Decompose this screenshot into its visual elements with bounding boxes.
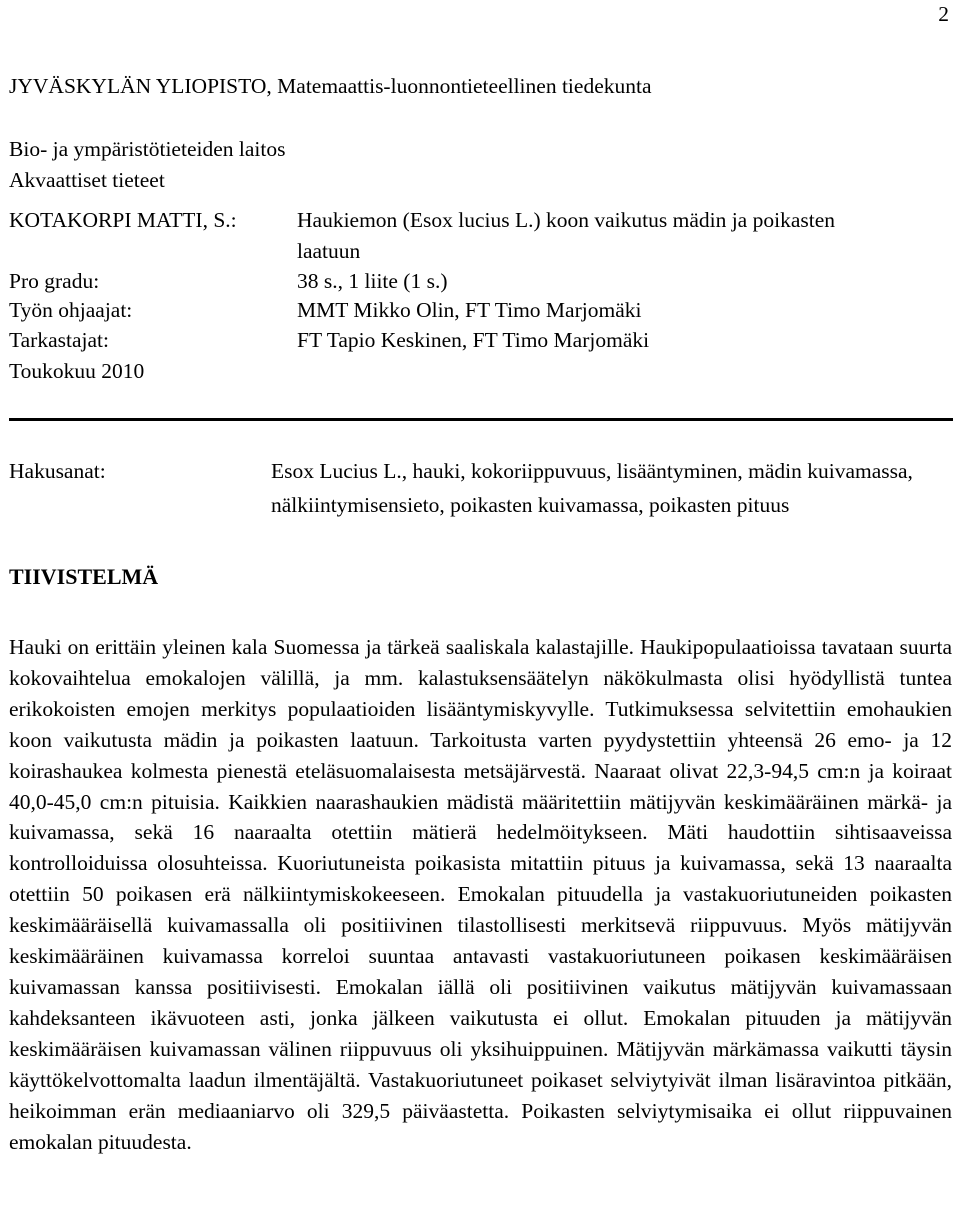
- abstract-paragraph: Hauki on erittäin yleinen kala Suomessa ja tärkeä saaliskala kalastajille. Haukipopulaatioissa tavataan suurta kokovaihtelua emokalojen välillä, ja mm. kalastuksensäätelyn näkökulmasta olisi hyödyllistä tuntea erikokoisten emojen merkitys populaatioiden lisääntymiskyvylle. Tutkimuksessa selvitettiin emohaukien koon vaikutusta mädin ja poikasten laatuun. Tarkoitusta varten pyydystettiin yhteensä 26 emo- ja 12 koirashaukea kolmesta pienestä eteläsuomalaisesta metsäjärvestä. Naaraat olivat 22,3-94,5 cm:n ja koiraat 40,0-45,0 cm:n pituisia. Kaikkien naarashaukien mädistä määritettiin mätijyvän keskimääräinen märkä- ja kuivamassa, sekä 16 naaraalta otettiin mätierä hedelmöitykseen. Mäti haudottiin sihtisaaveissa kontrolloiduissa olosuhteissa. Kuoriutuneista poikasista mitattiin pituus ja kuivamassa, sekä 13 naaraalta otettiin 50 poikasen erä nälkiintymiskokeeseen. Emokalan pituudella ja vastakuoriutuneiden poikasten keskimääräisellä kuivamassalla oli positiivinen tilastollisesti merkitsevä riippuvuus. Myös mätijyvän keskimääräinen kuivamassa korreloi suuntaa antavasti vastakuoriutuneen poikasen keskimääräisen kuivamassan kanssa positiivisesti. Emokalan iällä oli positiivinen vaikutus mätijyvän kuivamassaan kahdeksanteen ikävuoteen asti, jonka jälkeen vaikutusta ei ollut. Emokalan pituuden ja mätijyvän keskimääräisen kuivamassan välinen riippuvuus oli yksihuippuinen. Mätijyvän märkämassa vaikutti täysin käyttökelvottomalta laadun ilmentäjältä. Vastakuoriutuneet poikaset selviytyivät ilman lisäravintoa pitkään, heikoimman erän mediaaniarvo oli 329,5 päiväastetta. Poikasten selviytymisaika ei ollut riippuvainen emokalan pituudesta.: [9, 635, 952, 1154]
- keywords-line-2: [9, 488, 955, 522]
- author: KOTAKORPI MATTI, S.:: [9, 208, 237, 232]
- department: Bio- ja ympäristötieteiden laitos: [9, 137, 286, 161]
- subject: Akvaattiset tieteet: [9, 168, 165, 192]
- abstract-heading: TIIVISTELMÄ: [9, 564, 159, 589]
- meta-label-pro-gradu: Pro gradu:: [9, 269, 100, 293]
- meta-value-supervisors: MMT Mikko Olin, FT Timo Marjomäki: [297, 298, 642, 322]
- keywords-text-2: nälkiintymisensieto, poikasten kuivamassa, poikasten pituus: [271, 493, 790, 517]
- divider-line: [9, 418, 953, 421]
- meta-label-examiners: Tarkastajat:: [9, 328, 109, 352]
- meta-value-examiners: FT Tapio Keskinen, FT Timo Marjomäki: [297, 328, 650, 352]
- university-line: JYVÄSKYLÄN YLIOPISTO, Matemaattis-luonnontieteellinen tiedekunta: [9, 74, 652, 98]
- meta-label-supervisors: Työn ohjaajat:: [9, 298, 133, 322]
- thesis-title-line2: laatuun: [297, 239, 361, 263]
- thesis-title-line1: Haukiemon (Esox lucius L.) koon vaikutus mädin ja poikasten: [297, 208, 836, 232]
- keywords-text-1: Esox Lucius L., hauki, kokoriippuvuus, lisääntyminen, mädin kuivamassa,: [271, 459, 913, 483]
- keywords-line-1: [9, 454, 955, 488]
- page-number: 2: [938, 2, 949, 26]
- thesis-date: Toukokuu 2010: [9, 359, 145, 383]
- meta-value-pro-gradu: 38 s., 1 liite (1 s.): [297, 269, 448, 293]
- abstract-body: [9, 632, 952, 1157]
- keywords-block: [9, 454, 955, 522]
- keywords-label: Hakusanat:: [9, 459, 106, 483]
